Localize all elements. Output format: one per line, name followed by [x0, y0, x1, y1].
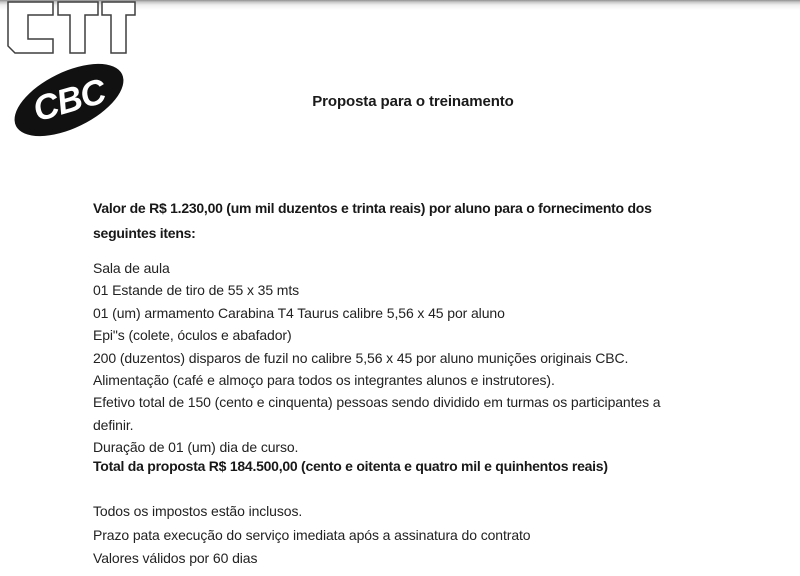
text-line: Alimentação (café e almoço para todos os integrantes alunos e instrutores). [93, 372, 555, 389]
ctt-letter-t2 [102, 2, 135, 53]
ctt-letter-c [8, 2, 53, 53]
text-line: definir. [93, 416, 134, 433]
text-line: 01 Estande de tiro de 55 x 35 mts [93, 282, 300, 299]
text-line: Valor de R$ 1.230,00 (um mil duzentos e trinta reais) por aluno para o fornecimento dos [93, 200, 652, 216]
text-line: Sala de aula [93, 260, 170, 276]
text-line: 200 (duzentos) disparos de fuzil no calibre 5,56 x 45 por aluno munições originais CBC. [93, 349, 629, 366]
intro-paragraph [93, 196, 652, 246]
text-line: Epi"s (colete, óculos e abafador) [93, 327, 292, 344]
text-line: Valores válidos por 60 dias [93, 550, 258, 567]
total-line: Total da proposta R$ 184.500,00 (cento e oitenta e quatro mil e quinhentos reais) [93, 458, 608, 474]
text-line: Todos os impostos estão inclusos. [93, 503, 303, 519]
ctt-logo-icon [6, 1, 136, 55]
text-line: Efetivo total de 150 (cento e cinquenta) pessoas sendo dividido em turmas os participantes a [93, 394, 661, 411]
text-line: 01 (um) armamento Carabina T4 Taurus calibre 5,56 x 45 por aluno [93, 304, 505, 321]
ctt-letter-t1 [58, 2, 98, 53]
text-line: Prazo pata execução do serviço imediata após a assinatura do contrato [93, 526, 531, 543]
cbc-logo-text: CBC [28, 71, 110, 130]
text-line: Duração de 01 (um) dia de curso. [93, 439, 299, 456]
text-line: seguintes itens: [93, 225, 196, 241]
items-list [93, 257, 660, 459]
document-title: Proposta para o treinamento [312, 93, 514, 110]
footer-notes [93, 500, 530, 571]
